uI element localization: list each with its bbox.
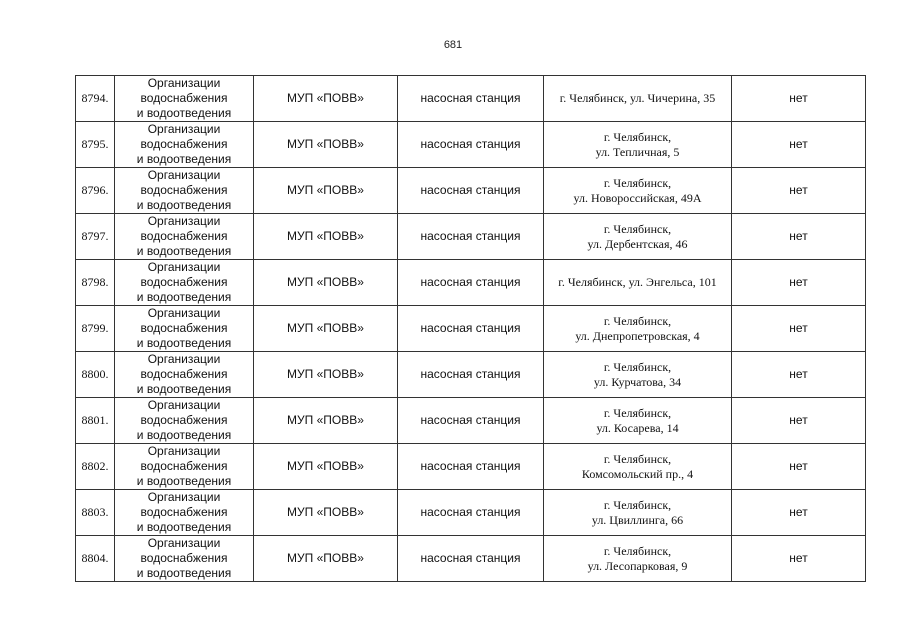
row-number-cell: 8804.	[76, 536, 115, 582]
flag-cell: нет	[732, 214, 866, 260]
category-cell	[115, 444, 254, 490]
category-cell	[115, 306, 254, 352]
table-row	[76, 76, 866, 122]
organization-cell: МУП «ПОВВ»	[254, 168, 398, 214]
address-cell	[544, 444, 732, 490]
address-cell	[544, 398, 732, 444]
category-line: и водоотведения	[136, 290, 232, 304]
object-type-cell: насосная станция	[398, 260, 544, 306]
address-line: г. Челябинск,	[603, 129, 672, 144]
category-cell	[115, 260, 254, 306]
table-row	[76, 352, 866, 398]
category-line: водоснабжения	[140, 275, 228, 289]
category-line: и водоотведения	[136, 474, 232, 488]
organization-cell: МУП «ПОВВ»	[254, 122, 398, 168]
organization-cell: МУП «ПОВВ»	[254, 306, 398, 352]
address-line: г. Челябинск,	[603, 359, 672, 374]
row-number-cell: 8801.	[76, 398, 115, 444]
row-number-cell: 8796.	[76, 168, 115, 214]
flag-cell: нет	[732, 352, 866, 398]
flag-cell: нет	[732, 444, 866, 490]
category-line: Организации	[147, 444, 221, 458]
category-line: водоснабжения	[140, 505, 228, 519]
organization-cell: МУП «ПОВВ»	[254, 260, 398, 306]
table-row	[76, 444, 866, 490]
address-line: г. Челябинск, ул. Энгельса, 101	[558, 275, 717, 289]
category-line: Организации	[147, 214, 221, 228]
category-line: и водоотведения	[136, 106, 232, 120]
row-number-cell: 8803.	[76, 490, 115, 536]
row-number-cell: 8794.	[76, 76, 115, 122]
object-type-cell: насосная станция	[398, 490, 544, 536]
category-line: водоснабжения	[140, 137, 228, 151]
address-line: Комсомольский пр., 4	[581, 466, 694, 481]
row-number-cell: 8800.	[76, 352, 115, 398]
row-number-cell: 8799.	[76, 306, 115, 352]
organization-cell: МУП «ПОВВ»	[254, 76, 398, 122]
category-cell	[115, 214, 254, 260]
table-row	[76, 122, 866, 168]
object-type-cell: насосная станция	[398, 352, 544, 398]
object-type-cell: насосная станция	[398, 444, 544, 490]
flag-cell: нет	[732, 306, 866, 352]
address-cell	[544, 306, 732, 352]
category-line: Организации	[147, 490, 221, 504]
category-line: и водоотведения	[136, 336, 232, 350]
row-number-cell: 8798.	[76, 260, 115, 306]
category-line: и водоотведения	[136, 244, 232, 258]
address-line: г. Челябинск,	[603, 313, 672, 328]
object-type-cell: насосная станция	[398, 122, 544, 168]
organization-cell: МУП «ПОВВ»	[254, 444, 398, 490]
object-type-cell: насосная станция	[398, 214, 544, 260]
category-cell	[115, 76, 254, 122]
category-line: и водоотведения	[136, 566, 232, 580]
category-line: Организации	[147, 168, 221, 182]
address-line: г. Челябинск,	[603, 497, 672, 512]
category-line: Организации	[147, 122, 221, 136]
address-line: г. Челябинск,	[603, 543, 672, 558]
category-line: Организации	[147, 352, 221, 366]
row-number-cell: 8797.	[76, 214, 115, 260]
category-line: водоснабжения	[140, 229, 228, 243]
address-line: г. Челябинск,	[603, 405, 672, 420]
address-line: ул. Днепропетровская, 4	[575, 328, 700, 343]
flag-cell: нет	[732, 490, 866, 536]
category-line: водоснабжения	[140, 413, 228, 427]
organization-cell: МУП «ПОВВ»	[254, 398, 398, 444]
category-line: водоснабжения	[140, 183, 228, 197]
category-line: водоснабжения	[140, 459, 228, 473]
address-cell	[544, 260, 732, 306]
table-row	[76, 490, 866, 536]
category-line: водоснабжения	[140, 321, 228, 335]
address-line: ул. Дербентская, 46	[587, 236, 688, 251]
address-line: г. Челябинск,	[603, 175, 672, 190]
address-line: ул. Лесопарковая, 9	[587, 558, 688, 573]
address-cell	[544, 490, 732, 536]
object-type-cell: насосная станция	[398, 306, 544, 352]
category-line: водоснабжения	[140, 367, 228, 381]
address-line: г. Челябинск,	[603, 221, 672, 236]
category-line: водоснабжения	[140, 551, 228, 565]
table-row	[76, 260, 866, 306]
category-cell	[115, 536, 254, 582]
flag-cell: нет	[732, 398, 866, 444]
flag-cell: нет	[732, 260, 866, 306]
object-type-cell: насосная станция	[398, 536, 544, 582]
address-cell	[544, 214, 732, 260]
category-line: Организации	[147, 306, 221, 320]
registry-table-body	[76, 76, 866, 582]
flag-cell: нет	[732, 122, 866, 168]
category-line: Организации	[147, 260, 221, 274]
row-number-cell: 8802.	[76, 444, 115, 490]
address-cell	[544, 536, 732, 582]
address-cell	[544, 122, 732, 168]
category-cell	[115, 168, 254, 214]
category-cell	[115, 352, 254, 398]
organization-cell: МУП «ПОВВ»	[254, 536, 398, 582]
address-line: ул. Новороссийская, 49А	[573, 190, 702, 205]
category-cell	[115, 398, 254, 444]
address-line: ул. Косарева, 14	[596, 420, 679, 435]
flag-cell: нет	[732, 536, 866, 582]
table-row	[76, 214, 866, 260]
category-line: Организации	[147, 536, 221, 550]
organization-cell: МУП «ПОВВ»	[254, 214, 398, 260]
category-line: Организации	[147, 76, 221, 90]
organization-cell: МУП «ПОВВ»	[254, 352, 398, 398]
category-line: и водоотведения	[136, 152, 232, 166]
address-line: ул. Курчатова, 34	[593, 374, 682, 389]
category-cell	[115, 122, 254, 168]
row-number-cell: 8795.	[76, 122, 115, 168]
object-type-cell: насосная станция	[398, 168, 544, 214]
category-cell	[115, 490, 254, 536]
category-line: и водоотведения	[136, 198, 232, 212]
table-row	[76, 398, 866, 444]
category-line: и водоотведения	[136, 520, 232, 534]
page-number: 681	[443, 39, 463, 51]
category-line: и водоотведения	[136, 382, 232, 396]
address-line: г. Челябинск, ул. Чичерина, 35	[559, 91, 716, 105]
flag-cell: нет	[732, 76, 866, 122]
object-type-cell: насосная станция	[398, 76, 544, 122]
flag-cell: нет	[732, 168, 866, 214]
table-row	[76, 536, 866, 582]
registry-table	[75, 75, 866, 582]
category-line: и водоотведения	[136, 428, 232, 442]
address-line: ул. Тепличная, 5	[595, 144, 680, 159]
address-cell	[544, 168, 732, 214]
table-row	[76, 168, 866, 214]
table-row	[76, 306, 866, 352]
category-line: водоснабжения	[140, 91, 228, 105]
object-type-cell: насосная станция	[398, 398, 544, 444]
address-cell	[544, 352, 732, 398]
category-line: Организации	[147, 398, 221, 412]
address-line: г. Челябинск,	[603, 451, 672, 466]
address-cell	[544, 76, 732, 122]
address-line: ул. Цвиллинга, 66	[591, 512, 684, 527]
organization-cell: МУП «ПОВВ»	[254, 490, 398, 536]
